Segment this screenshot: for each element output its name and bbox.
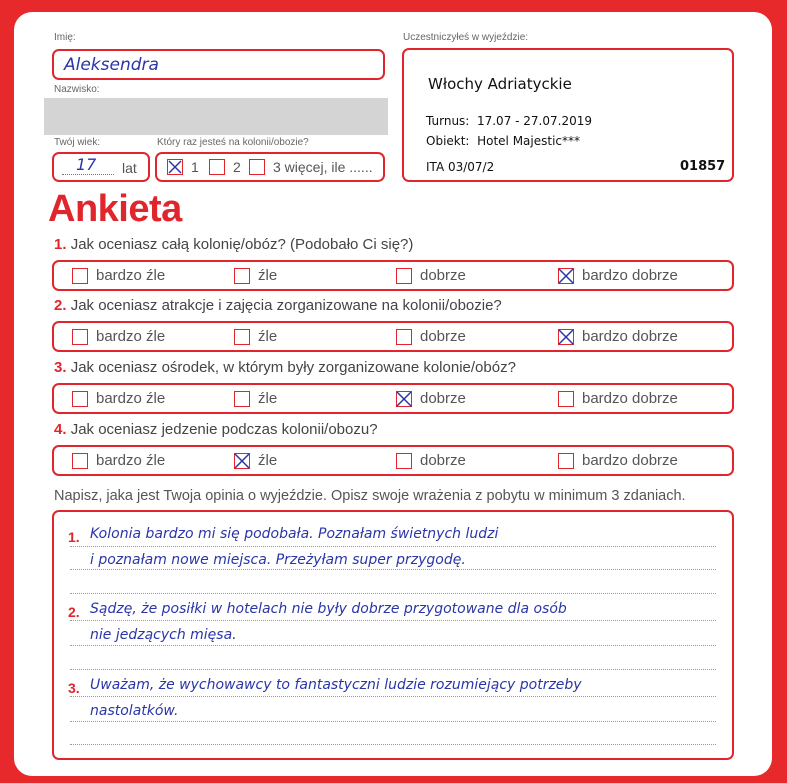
rating-checkbox[interactable] — [234, 391, 250, 407]
rating-checkbox[interactable] — [234, 329, 250, 345]
rating-option-label: źle — [258, 328, 278, 345]
wiek-label: Twój wiek: — [54, 137, 101, 148]
rating-checkbox[interactable] — [72, 268, 88, 284]
rating-option-label: źle — [258, 390, 278, 407]
essay-3-line-2: nastolatków. — [90, 703, 179, 719]
rating-option[interactable] — [558, 328, 678, 345]
trip-code: ITA 03/07/2 — [426, 160, 495, 174]
essay-3-line-1: Uważam, że wychowawcy to fantastyczni ludzie rozumiejący potrzeby — [90, 677, 582, 693]
ktory-raz-option-2[interactable]: 2 — [209, 159, 241, 175]
ruled-line — [70, 593, 716, 594]
ruled-line — [70, 721, 716, 722]
question-1-label — [54, 236, 413, 253]
question-4-label — [54, 421, 378, 438]
rating-option-label: dobrze — [420, 267, 466, 284]
rating-option[interactable] — [558, 452, 678, 469]
rating-option-label: dobrze — [420, 390, 466, 407]
uczestnik-label: Uczestniczyłeś w wyjeździe: — [403, 32, 529, 43]
ktory-raz-label: Który raz jesteś na kolonii/obozie? — [157, 137, 309, 148]
wiek-unit: lat — [122, 160, 137, 176]
ktory-raz-option-3[interactable]: 3 więcej, ile ...... — [249, 159, 373, 175]
rating-option[interactable] — [396, 390, 466, 407]
rating-option[interactable] — [396, 267, 466, 284]
ruled-line — [70, 620, 716, 621]
ruled-line — [70, 546, 716, 547]
rating-option[interactable] — [558, 267, 678, 284]
trip-name: Włochy Adriatyckie — [428, 75, 572, 93]
rating-option[interactable] — [558, 390, 678, 407]
rating-option-label: bardzo źle — [96, 390, 166, 407]
imie-field[interactable] — [52, 49, 385, 80]
wiek-value: 17 — [76, 155, 97, 174]
ruled-line — [70, 645, 716, 646]
question-3-label — [54, 359, 516, 376]
essay-1-line-1: Kolonia bardzo mi się podobała. Poznałam świetnych ludzi — [90, 526, 499, 542]
rating-checkbox[interactable] — [558, 453, 574, 469]
question-number: 1. — [54, 236, 67, 253]
rating-option-label: źle — [258, 267, 278, 284]
trip-number: 01857 — [680, 159, 726, 174]
rating-option-label: dobrze — [420, 328, 466, 345]
wiek-field[interactable] — [52, 152, 150, 182]
question-text: Jak oceniasz ośrodek, w którym były zorganizowane kolonie/obóz? — [70, 359, 516, 376]
essay-box[interactable] — [52, 510, 734, 760]
rating-checkbox[interactable] — [234, 268, 250, 284]
imie-value: Aleksendra — [64, 55, 159, 75]
essay-num-1: 1. — [68, 529, 80, 545]
ruled-line — [70, 744, 716, 745]
ruled-line — [70, 669, 716, 670]
question-number: 2. — [54, 297, 67, 314]
rating-checkbox[interactable] — [396, 391, 412, 407]
question-number: 4. — [54, 421, 67, 438]
rating-option-label: bardzo źle — [96, 328, 166, 345]
rating-option-label: dobrze — [420, 452, 466, 469]
rating-row-1 — [52, 260, 734, 291]
essay-2-line-1: Sądzę, że posiłki w hotelach nie były dobrze przygotowane dla osób — [90, 601, 567, 617]
rating-option-label: źle — [258, 452, 278, 469]
rating-option[interactable] — [396, 328, 466, 345]
ktory-raz-option-1[interactable]: 1 — [167, 159, 199, 175]
trip-turnus: Turnus: 17.07 - 27.07.2019 — [426, 114, 592, 128]
survey-sheet — [14, 12, 772, 776]
rating-option[interactable] — [396, 452, 466, 469]
rating-option[interactable] — [234, 267, 277, 284]
rating-option[interactable] — [72, 452, 165, 469]
rating-checkbox[interactable] — [558, 329, 574, 345]
rating-checkbox[interactable] — [72, 391, 88, 407]
rating-checkbox[interactable] — [396, 329, 412, 345]
ktory-raz-field — [155, 152, 385, 182]
rating-checkbox[interactable] — [396, 268, 412, 284]
rating-option-label: bardzo źle — [96, 452, 166, 469]
rating-checkbox[interactable] — [396, 453, 412, 469]
rating-option[interactable] — [234, 390, 277, 407]
essay-2-line-2: nie jedzących mięsa. — [90, 627, 237, 643]
checkbox-3[interactable] — [249, 159, 265, 175]
rating-option[interactable] — [234, 328, 277, 345]
rating-row-3 — [52, 383, 734, 414]
essay-num-2: 2. — [68, 604, 80, 620]
rating-row-2 — [52, 321, 734, 352]
rating-checkbox[interactable] — [72, 329, 88, 345]
question-text: Jak oceniasz jedzenie podczas kolonii/obozu? — [70, 421, 378, 438]
checkbox-1[interactable] — [167, 159, 183, 175]
rating-option-label: bardzo źle — [96, 267, 166, 284]
rating-option[interactable] — [234, 452, 277, 469]
rating-option[interactable] — [72, 267, 165, 284]
question-number: 3. — [54, 359, 67, 376]
rating-row-4 — [52, 445, 734, 476]
opinion-prompt: Napisz, jaka jest Twoja opinia o wyjeździe. Opisz swoje wrażenia z pobytu w minimum 3 zdaniach. — [54, 488, 686, 504]
rating-option-label: bardzo dobrze — [582, 328, 678, 345]
rating-option[interactable] — [72, 328, 165, 345]
survey-title: Ankieta — [48, 188, 182, 230]
rating-checkbox[interactable] — [558, 391, 574, 407]
question-2-label — [54, 297, 502, 314]
trip-box — [402, 48, 734, 182]
ruled-line — [70, 569, 716, 570]
rating-option-label: bardzo dobrze — [582, 452, 678, 469]
rating-checkbox[interactable] — [558, 268, 574, 284]
rating-checkbox[interactable] — [72, 453, 88, 469]
question-text: Jak oceniasz atrakcje i zajęcia zorganizowane na kolonii/obozie? — [70, 297, 502, 314]
imie-label: Imię: — [54, 32, 76, 43]
question-text: Jak oceniasz całą kolonię/obóz? (Podobało Ci się?) — [70, 236, 414, 253]
ruled-line — [70, 696, 716, 697]
trip-obiekt: Obiekt: Hotel Majestic*** — [426, 134, 581, 148]
nazwisko-redacted — [44, 98, 388, 135]
essay-num-3: 3. — [68, 680, 80, 696]
essay-1-line-2: i poznałam nowe miejsca. Przeżyłam super przygodę. — [90, 552, 466, 568]
rating-option[interactable] — [72, 390, 165, 407]
rating-option-label: bardzo dobrze — [582, 267, 678, 284]
checkbox-2[interactable] — [209, 159, 225, 175]
nazwisko-label: Nazwisko: — [54, 84, 100, 95]
rating-checkbox[interactable] — [234, 453, 250, 469]
rating-option-label: bardzo dobrze — [582, 390, 678, 407]
